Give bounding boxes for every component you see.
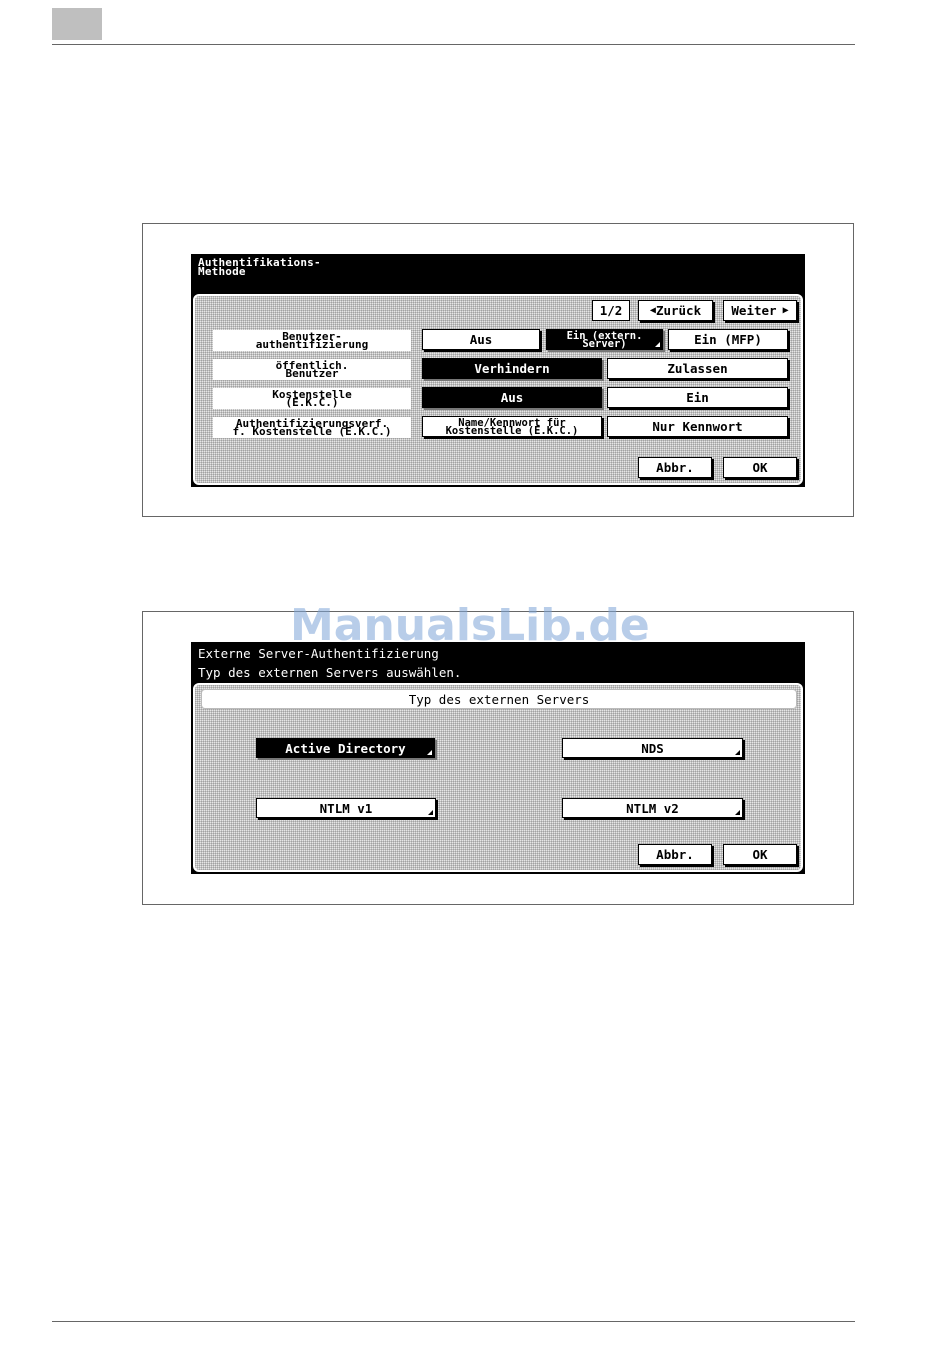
figure-frame-external-server — [142, 611, 854, 905]
user-auth-external-server-button[interactable]: Ein (extern. Server) — [546, 329, 663, 350]
ok-button[interactable]: OK — [723, 844, 797, 865]
active-directory-button[interactable]: Active Directory — [256, 738, 435, 758]
arrow-right-icon: ▶ — [776, 305, 789, 316]
server-type-panel — [193, 683, 803, 872]
section-label: Typ des externen Servers — [201, 689, 797, 709]
back-button-label: Zurück — [655, 303, 702, 318]
public-user-prevent-button[interactable]: Verhindern — [422, 358, 602, 379]
next-button[interactable] — [723, 300, 797, 321]
header-rule — [52, 44, 855, 45]
name-password-button[interactable]: Name/Kennwort für Kostenstelle (E.K.C.) — [422, 416, 602, 437]
label-account-track: Kostenstelle (E.K.C.) — [213, 388, 411, 409]
next-button-label: Weiter — [731, 303, 777, 318]
auth-method-screen — [191, 254, 805, 487]
account-track-off-button[interactable]: Aus — [422, 387, 602, 408]
account-track-on-button[interactable]: Ein — [607, 387, 788, 408]
label-user-auth: Benutzer- authentifizierung — [213, 330, 411, 351]
figure-frame-auth-method — [142, 223, 854, 517]
ntlm-v1-button[interactable]: NTLM v1 — [256, 798, 436, 818]
watermark: ManualsLib.de — [290, 600, 650, 651]
ok-button[interactable]: OK — [723, 457, 797, 478]
back-button[interactable] — [638, 300, 713, 321]
label-account-auth-method: Authentifizierungsverf. f. Kostenstelle (E.K.C.) — [213, 417, 411, 438]
arrow-left-icon: ◀ — [649, 305, 656, 316]
label-public-user: öffentlich. Benutzer — [213, 359, 411, 380]
page-indicator: 1/2 — [592, 300, 630, 321]
footer-rule — [52, 1321, 855, 1322]
page-number-tab — [52, 8, 102, 40]
screen-subtitle: Typ des externen Servers auswählen. — [198, 665, 462, 680]
user-auth-mfp-button[interactable]: Ein (MFP) — [668, 329, 788, 350]
settings-panel — [193, 294, 803, 485]
user-auth-off-button[interactable]: Aus — [422, 329, 540, 350]
external-server-screen — [191, 642, 805, 874]
screen-title: Authentifikations- Methode — [198, 256, 321, 278]
cancel-button[interactable]: Abbr. — [638, 844, 712, 865]
public-user-allow-button[interactable]: Zulassen — [607, 358, 788, 379]
ntlm-v2-button[interactable]: NTLM v2 — [562, 798, 743, 818]
cancel-button[interactable]: Abbr. — [638, 457, 712, 478]
password-only-button[interactable]: Nur Kennwort — [607, 416, 788, 437]
screen-title: Externe Server-Authentifizierung — [198, 646, 439, 661]
nds-button[interactable]: NDS — [562, 738, 743, 758]
